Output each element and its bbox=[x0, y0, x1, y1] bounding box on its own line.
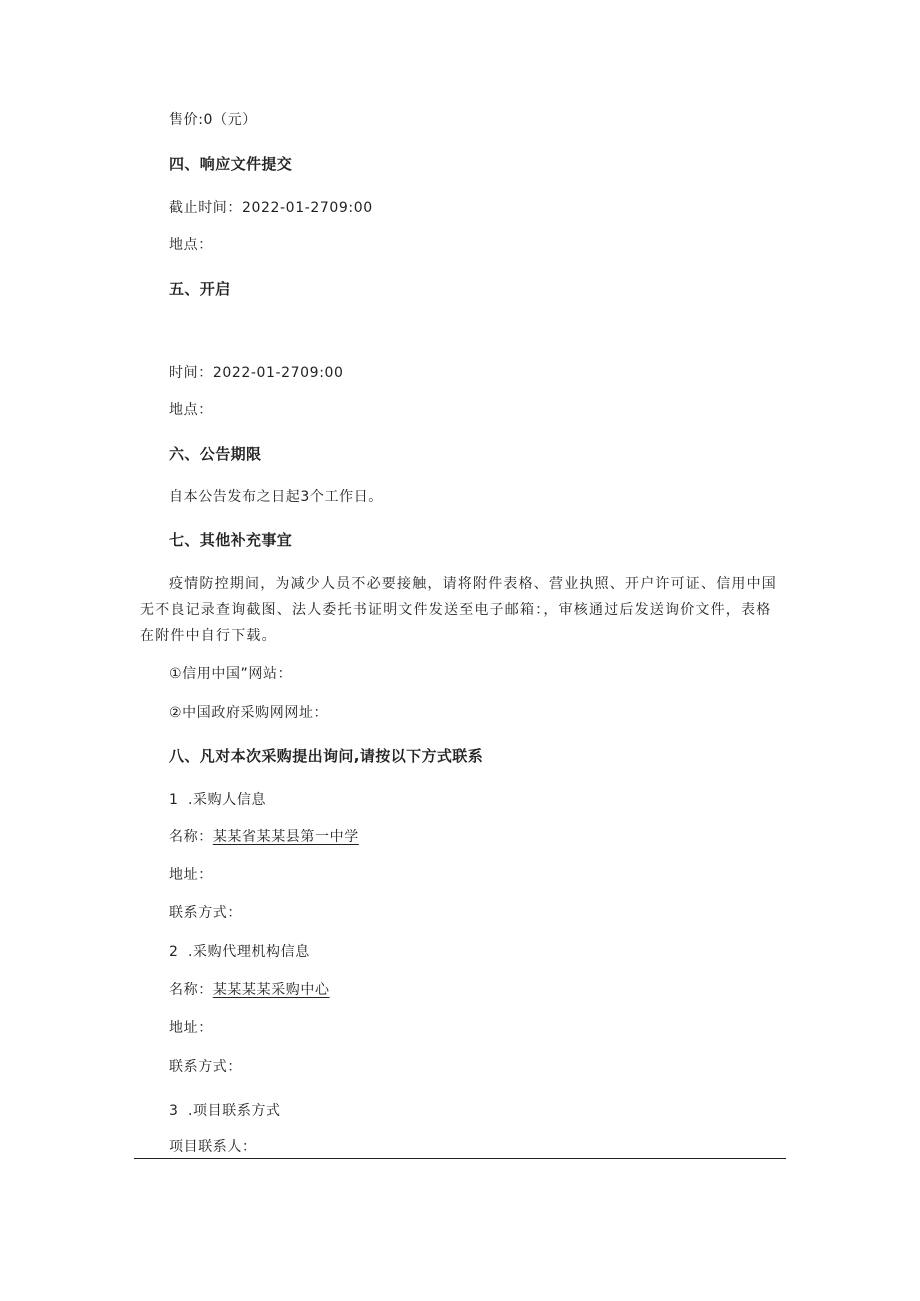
agency-name-value: 某某某某采购中心 bbox=[212, 982, 330, 998]
project-contact-person: 项目联系人： bbox=[169, 1139, 257, 1155]
deadline-value: 2022-01-2709:00 bbox=[242, 200, 373, 216]
deadline-label: 截止时间： bbox=[169, 200, 242, 216]
section8-heading: 八、凡对本次采购提出询问,请按以下方式联系 bbox=[169, 747, 484, 765]
agency-contact: 联系方式： bbox=[169, 1059, 242, 1075]
agency-title-text: .采购代理机构信息 bbox=[188, 944, 310, 960]
deadline-line bbox=[169, 199, 373, 217]
footer-divider bbox=[134, 1158, 786, 1159]
agency-title bbox=[169, 943, 310, 961]
purchaser-name-line bbox=[169, 828, 359, 846]
agency-name-line bbox=[169, 981, 330, 999]
purchaser-contact: 联系方式： bbox=[169, 905, 242, 921]
open-time-line bbox=[169, 364, 344, 382]
agency-num: 2 bbox=[169, 944, 179, 960]
section5-location: 地点： bbox=[169, 402, 213, 418]
purchaser-address: 地址： bbox=[169, 867, 213, 883]
purchaser-num: 1 bbox=[169, 792, 179, 808]
purchaser-name-label: 名称： bbox=[169, 829, 213, 845]
agency-address: 地址： bbox=[169, 1020, 213, 1036]
open-time-value: 2022-01-2709:00 bbox=[212, 365, 344, 381]
price-label: 售价: bbox=[169, 112, 204, 128]
purchaser-title bbox=[169, 791, 266, 809]
price-value: 0（元） bbox=[203, 112, 257, 128]
project-title-text: .项目联系方式 bbox=[188, 1103, 281, 1119]
ccgp-link-line: ②中国政府采购网网址： bbox=[169, 705, 329, 721]
agency-name-label: 名称： bbox=[169, 982, 213, 998]
project-num: 3 bbox=[169, 1103, 179, 1119]
section6-text: 自本公告发布之日起3个工作日。 bbox=[169, 489, 383, 505]
section7-heading: 七、其他补充事宜 bbox=[169, 531, 293, 549]
purchaser-title-text: .采购人信息 bbox=[188, 792, 267, 808]
purchaser-name-value: 某某省某某县第一中学 bbox=[212, 829, 359, 845]
section7-paragraph: 疫情防控期间，为减少人员不必要接触，请将附件表格、营业执照、开户许可证、信用中国无不良记录查询截图、法人委托书证明文件发送至电子邮箱：，审核通过后发送询价文件，表格在附件中自行下载。 bbox=[140, 576, 777, 644]
price-line bbox=[169, 111, 257, 129]
section4-location: 地点： bbox=[169, 237, 213, 253]
section4-heading: 四、响应文件提交 bbox=[169, 155, 293, 173]
section5-heading: 五、开启 bbox=[169, 280, 231, 298]
section6-heading: 六、公告期限 bbox=[169, 445, 262, 463]
project-contact-title bbox=[169, 1102, 281, 1120]
open-time-label: 时间： bbox=[169, 365, 213, 381]
credit-china-link-line: ①信用中国”网站： bbox=[169, 666, 293, 682]
